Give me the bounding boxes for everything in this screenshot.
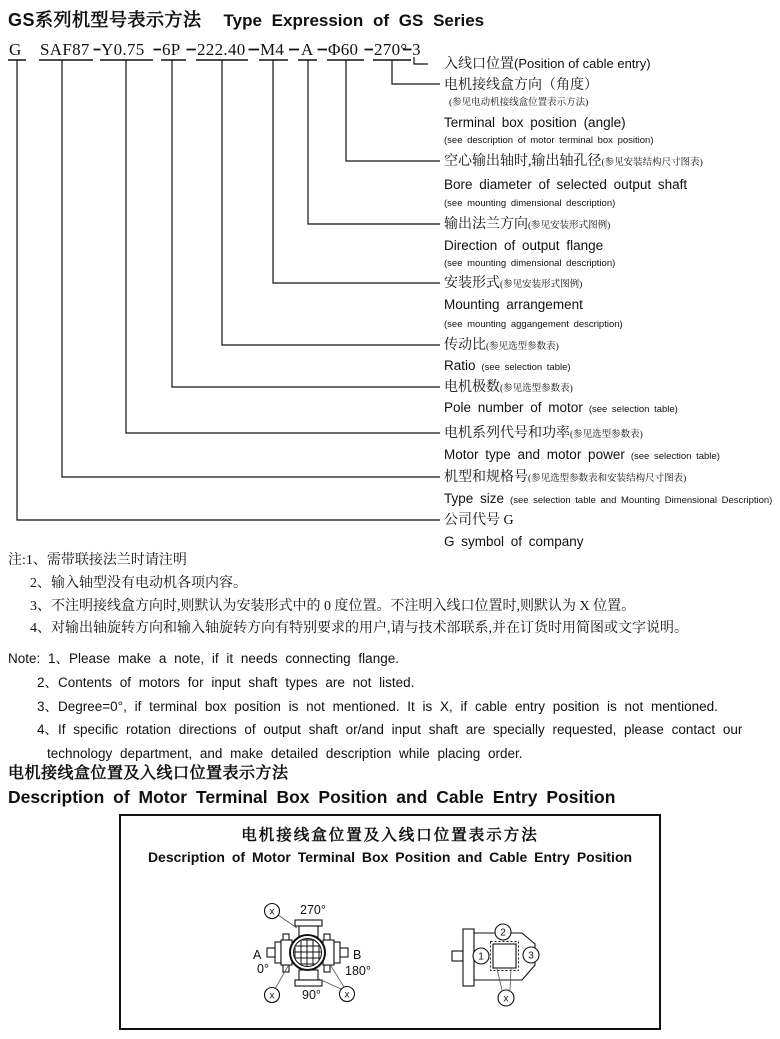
page-title <box>8 6 484 32</box>
position-2-mark: 2 <box>500 927 506 939</box>
angle-90-label: 90° <box>302 988 321 1002</box>
label-company-en: G symbol of company <box>444 534 584 549</box>
note-en-1: Note: 1、Please make a note, if it needs connecting flange. <box>8 651 399 666</box>
code-segment-type-size: SAF87 <box>40 40 90 59</box>
type-code-diagram <box>0 36 780 552</box>
note-zh-3: 3、不注明接线盒方向时,则默认为安装形式中的 0 度位置。不注明入线口位置时,则默认为 X 位置。 <box>30 598 636 614</box>
label-flange-en-note: (see mounting dimensional description) <box>444 258 616 269</box>
label-poles-en: Pole number of motor (see selection table) <box>444 400 678 415</box>
page-title-zh: GS系列机型号表示方法 <box>8 10 202 30</box>
label-mounting-en: Mounting arrangement <box>444 297 583 312</box>
label-terminal-box-zh: 电机接线盒方向（角度） <box>444 78 598 93</box>
terminal-box-90 <box>295 970 322 986</box>
desc-box-title-zh: 电机接线盒位置及入线口位置表示方法 <box>241 827 539 844</box>
shaft <box>452 951 463 961</box>
label-type-size-zh: 机型和规格号(参见选型参数表和安装结构尺寸图表) <box>444 470 687 485</box>
notes-zh <box>8 550 688 641</box>
code-labels <box>444 55 772 549</box>
note-zh-4: 4、对输出轴旋转方向和输入轴旋转方向有特别要求的用户,请与技术部联系,并在订货时用简图或文字说明。 <box>30 621 688 637</box>
section2-title-zh: 电机接线盒位置及入线口位置表示方法 <box>8 765 289 782</box>
code-segment-mounting: M4 <box>260 40 285 59</box>
label-company-zh: 公司代号 G <box>444 513 514 528</box>
code-segment-motor: Y0.75 <box>101 40 145 59</box>
label-bore-zh: 空心输出轴时,输出轴孔径(参见安装结构尺寸图表) <box>444 154 703 169</box>
side-b-label: B <box>353 948 362 962</box>
code-segment-cable-entry: 3 <box>412 40 421 59</box>
label-bore-en-note: (see mounting dimensional description) <box>444 198 616 209</box>
code-segment-flange: A <box>301 40 314 59</box>
leader-bore <box>346 60 440 161</box>
leader-type-size <box>62 60 440 477</box>
label-ratio-en: Ratio (see selection table) <box>444 358 571 373</box>
position-x-mark: x <box>503 993 509 1005</box>
terminal-box <box>493 944 516 968</box>
label-flange-en: Direction of output flange <box>444 238 604 253</box>
x-mark-top-left: x <box>269 906 275 918</box>
terminal-box-description-panel <box>119 814 661 1030</box>
section2-heading <box>8 760 615 808</box>
label-terminal-box-en-note: (see description of motor terminal box position) <box>444 135 654 146</box>
label-type-size-en: Type size (see selection table and Mounting Dimensional Description) <box>444 491 773 506</box>
label-mounting-zh: 安装形式(参见安装形式图例) <box>444 276 583 291</box>
leader-lines <box>17 57 440 520</box>
right-stub <box>340 948 348 957</box>
label-ratio-zh: 传动比(参见选型参数表) <box>444 338 559 353</box>
code-segment-terminal-angle: 270° <box>374 40 408 59</box>
flange <box>463 929 474 986</box>
label-mounting-en-note: (see mounting aggangement description) <box>444 319 623 330</box>
note-en-2: 2、Contents of motors for input shaft types are not listed. <box>37 674 415 690</box>
position-3-mark: 3 <box>528 950 534 962</box>
note-zh-2: 2、输入轴型没有电动机各项内容。 <box>30 575 247 591</box>
side-a-label: A <box>253 948 262 962</box>
angle-270-label: 270° <box>300 903 326 917</box>
page-title-en: Type Expression of GS Series <box>223 11 485 30</box>
code-segment-poles: 6P <box>162 40 181 59</box>
label-terminal-box-en: Terminal box position (angle) <box>444 115 626 130</box>
notes-en <box>8 647 742 766</box>
label-cable-entry: 入线口位置(Position of cable entry) <box>444 56 651 72</box>
label-poles-zh: 电机极数(参见选型参数表) <box>444 380 573 395</box>
desc-box-title-en: Description of Motor Terminal Box Position and Cable Entry Position <box>147 849 633 865</box>
leader-motor <box>126 60 440 433</box>
label-flange-zh: 输出法兰方向(参见安装形式图例) <box>444 217 611 232</box>
code-segment-ratio: 222.40 <box>197 40 246 59</box>
x-mark-bottom-left: x <box>269 990 275 1002</box>
leader-company <box>17 60 440 520</box>
label-motor-en: Motor type and motor power (see selection table) <box>444 447 720 462</box>
note-en-4b: technology department, and make detailed description while placing order. <box>47 746 523 762</box>
angle-0-label: 0° <box>257 962 269 976</box>
leader-ratio <box>222 60 440 345</box>
x-mark-bottom-right: x <box>344 989 350 1001</box>
note-en-3: 3、Degree=0°, if terminal box position is not mentioned. It is X, if cable entry position is not mentioned. <box>37 698 718 714</box>
motor-end-view-diagram <box>235 895 391 1017</box>
note-en-4: 4、If specific rotation directions of output shaft or/and input shaft are specially requested, please contact our <box>37 722 743 738</box>
code-segment-bore: Φ60 <box>328 40 359 59</box>
angle-180-label: 180° <box>345 964 371 978</box>
position-1-mark: 1 <box>478 951 484 963</box>
leader-mounting <box>273 60 440 283</box>
motor-side-view-diagram <box>445 893 575 1015</box>
label-bore-en: Bore diameter of selected output shaft <box>444 177 688 192</box>
label-motor-zh: 电机系列代号和功率(参见选型参数表) <box>444 426 643 441</box>
code-segment-company: G <box>9 40 22 59</box>
label-terminal-box-zh-note: (参见电动机接线盒位置表示方法) <box>449 98 589 108</box>
section2-title-en: Description of Motor Terminal Box Position and Cable Entry Position <box>8 787 616 807</box>
note-zh-1: 注:1、需带联接法兰时请注明 <box>8 553 187 568</box>
left-stub <box>267 948 275 957</box>
